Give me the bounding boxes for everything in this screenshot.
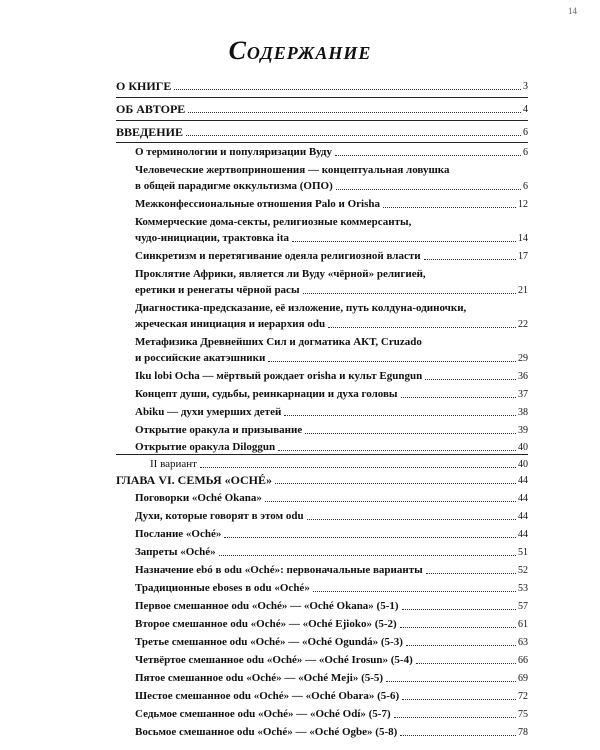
toc-entry[interactable]: Синкретизм и перетягивание одеяла религиозной власти 17: [135, 250, 528, 262]
toc-entry-chapter-vi[interactable]: ГЛАВА VI. СЕМЬЯ «OCHÉ» 44: [116, 473, 528, 487]
toc-entry[interactable]: О терминологии и популяризации Вуду 6: [135, 146, 528, 158]
toc-entry-line: Человеческие жертвоприношения — концептуальная ловушка: [135, 164, 450, 176]
toc-entry-about-author[interactable]: ОБ АВТОРЕ 4: [116, 102, 528, 116]
divider: [116, 454, 528, 455]
toc-entry[interactable]: Поговорки «Oché Okana» 44: [135, 492, 528, 504]
toc-entry[interactable]: и российские акатэшники 29: [135, 352, 528, 364]
toc-entry-line: Проклятие Африки, является ли Вуду «чёрной» религией,: [135, 268, 426, 280]
toc-entry[interactable]: Четвёртое смешанное odu «Oché» — «Oché Irosun» (5-4) 66: [135, 654, 528, 666]
page-corner-mark: 14: [568, 6, 577, 16]
toc-entry[interactable]: Первое смешанное odu «Oché» — «Oché Okana» (5-1) 57: [135, 600, 528, 612]
toc-entry-about-book[interactable]: О КНИГЕ 3: [116, 79, 528, 93]
toc-entry-line: Метафизика Древнейших Сил и догматика АКТ, Cruzado: [135, 336, 422, 348]
toc-entry[interactable]: жреческая инициация и иерархия odu 22: [135, 318, 528, 330]
toc-entry[interactable]: Открытие оракула и призывание 39: [135, 424, 528, 436]
divider: [116, 120, 528, 121]
divider: [116, 97, 528, 98]
toc-entry[interactable]: чудо-инициации, трактовка ita 14: [135, 232, 528, 244]
toc-entry[interactable]: Запреты «Oché» 51: [135, 546, 528, 558]
toc-entry[interactable]: Послание «Oché» 44: [135, 528, 528, 540]
toc-entry-introduction[interactable]: ВВЕДЕНИЕ 6: [116, 125, 528, 139]
toc-entry[interactable]: II вариант 40: [150, 458, 528, 470]
divider: [116, 142, 528, 143]
toc-entry[interactable]: Назначение ebó в odu «Oché»: первоначальные варианты 52: [135, 564, 528, 576]
toc-entry[interactable]: Пятое смешанное odu «Oché» — «Oché Meji» (5-5) 69: [135, 672, 528, 684]
toc-entry[interactable]: Седьмое смешанное odu «Oché» — «Oché Odí» (5-7) 75: [135, 708, 528, 720]
toc-entry[interactable]: Второе смешанное odu «Oché» — «Oché Ejioko» (5-2) 61: [135, 618, 528, 630]
toc-entry[interactable]: еретики и ренегаты чёрной расы 21: [135, 284, 528, 296]
page-title: Содержание: [228, 36, 372, 65]
toc-entry-line: Коммерческие дома-секты, религиозные коммерсанты,: [135, 216, 412, 228]
toc-entry[interactable]: Концепт души, судьбы, реинкарнации и духа головы 37: [135, 388, 528, 400]
toc-entry[interactable]: Духи, которые говорят в этом odu 44: [135, 510, 528, 522]
toc-entry[interactable]: в общей парадигме оккультизма (ОПО) 6: [135, 180, 528, 192]
toc-entry[interactable]: Iku lobi Ocha — мёртвый рождает orisha и культ Egungun 36: [135, 370, 528, 382]
toc-entry[interactable]: Традиционные eboses в odu «Oché» 53: [135, 582, 528, 594]
toc-entry[interactable]: Восьмое смешанное odu «Oché» — «Oché Ogbe» (5-8) 78: [135, 726, 528, 738]
toc-entry-line: Диагностика-предсказание, её изложение, путь колдуна-одиночки,: [135, 302, 467, 314]
toc-entry[interactable]: Abiku — духи умерших детей 38: [135, 406, 528, 418]
toc-entry[interactable]: Межконфессиональные отношения Palo и Orisha 12: [135, 198, 528, 210]
toc-entry[interactable]: Открытие оракула Diloggun 40: [135, 441, 528, 453]
toc-entry[interactable]: Шестое смешанное odu «Oché» — «Oché Obara» (5-6) 72: [135, 690, 528, 702]
toc-entry[interactable]: Третье смешанное odu «Oché» — «Oché Ogundá» (5-3) 63: [135, 636, 528, 648]
